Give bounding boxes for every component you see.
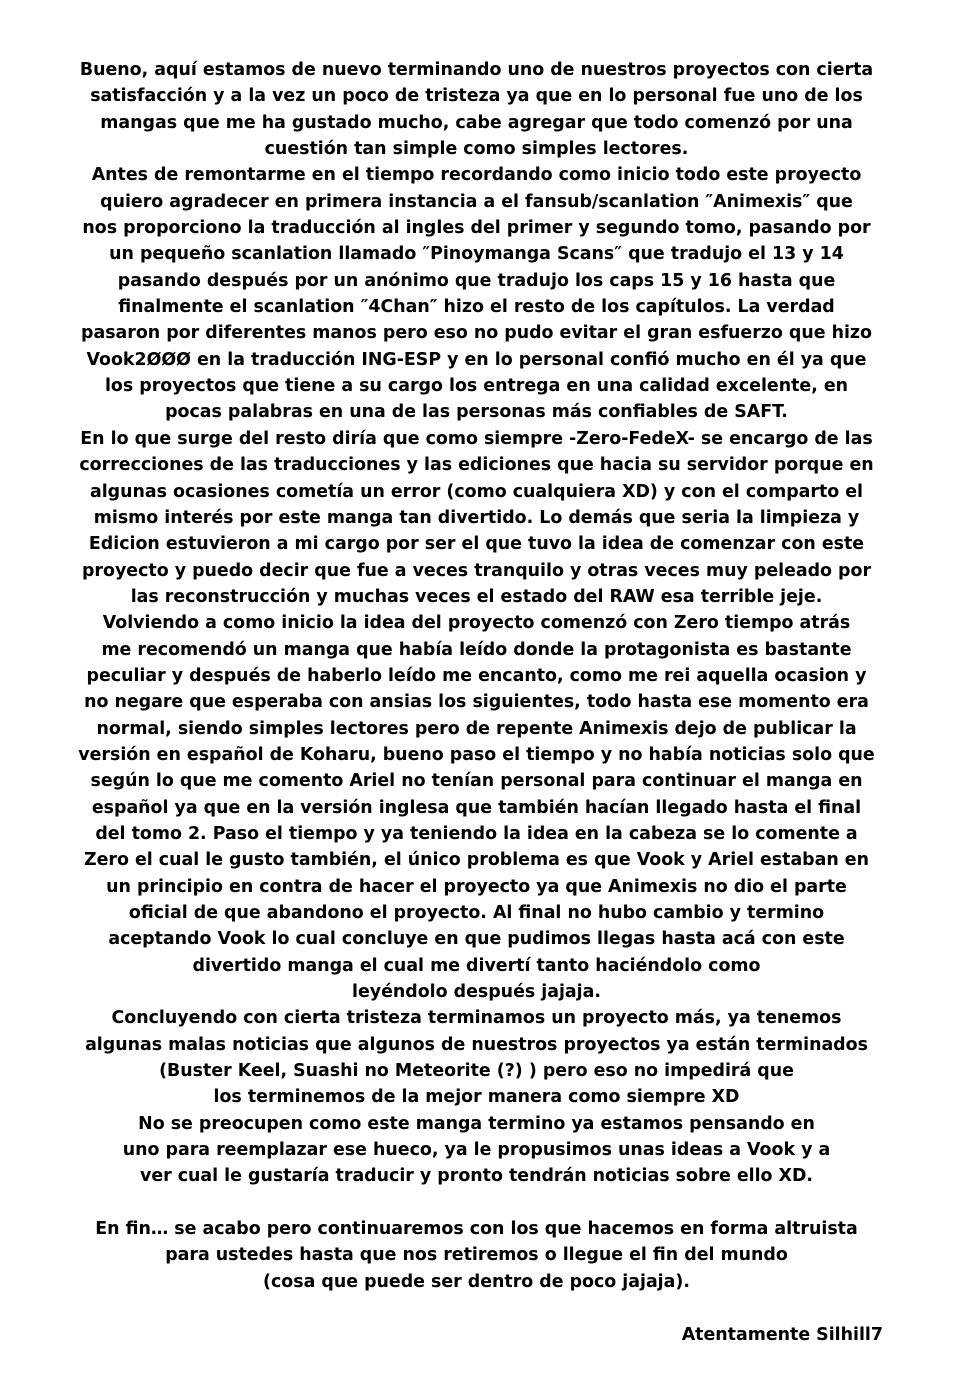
letter-line: los proyectos que tiene a su cargo los entrega en una calidad excelente, en (104, 376, 849, 397)
letter-line: Edicion estuvieron a mi cargo por ser el que tuvo la idea de comenzar con este (88, 534, 865, 555)
letter-line: del tomo 2. Paso el tiempo y ya teniendo la idea en la cabeza se lo comente a (95, 823, 858, 844)
letter-line: un principio en contra de hacer el proyecto ya que Animexis no dio el parte (106, 876, 847, 897)
letter-line: En lo que surge del resto diría que como siempre -Zero-FedeX- se encargo de las (80, 428, 873, 449)
letter-line: (cosa que puede ser dentro de poco jajaja). (263, 1271, 690, 1292)
letter-line: los terminemos de la mejor manera como siempre XD (213, 1087, 740, 1108)
letter-line: uno para reemplazar ese hueco, ya le propusimos unas ideas a Vook y a (122, 1140, 831, 1161)
letter-line: Vook2ØØØ en la traducción ING-ESP y en lo personal confió mucho en él ya que (86, 349, 867, 370)
letter-blank-line (50, 1190, 903, 1216)
letter-line: español ya que en la versión inglesa que también hacían llegado hasta el final (91, 797, 862, 818)
letter-line: nos proporciono la traducción al ingles del primer y segundo tomo, pasando por (82, 218, 871, 239)
signature: Atentamente Silhill7 (681, 1325, 883, 1345)
letter-line: En fin… se acabo pero continuaremos con los que hacemos en forma altruista (95, 1219, 858, 1240)
letter-line: Antes de remontarme en el tiempo recordando como inicio todo este proyecto (91, 165, 862, 186)
letter-line: mangas que me ha gustado mucho, cabe agregar que todo comenzó por una (100, 112, 853, 133)
letter-line: divertido manga el cual me divertí tanto haciéndolo como (192, 955, 761, 976)
letter-line: satisfacción y a la vez un poco de tristeza ya que en lo personal fue uno de los (90, 86, 863, 107)
letter-body (50, 57, 903, 1295)
letter-line: Concluyendo con cierta tristeza terminamos un proyecto más, ya tenemos (111, 1008, 842, 1029)
letter-line: mismo interés por este manga tan divertido. Lo demás que seria la limpieza y (93, 507, 860, 528)
letter-line: normal, siendo simples lectores pero de repente Animexis dejo de publicar la (96, 718, 857, 739)
letter-line: leyéndolo después jajaja. (352, 982, 601, 1003)
letter-line: ver cual le gustaría traducir y pronto tendrán noticias sobre ello XD. (139, 1166, 814, 1187)
letter-line: algunas malas noticias que algunos de nuestros proyectos ya están terminados (85, 1034, 868, 1055)
letter-line: pocas palabras en una de las personas más confiables de SAFT. (165, 402, 788, 423)
letter-line: No se preocupen como este manga termino ya estamos pensando en (138, 1113, 815, 1134)
letter-line: según lo que me comento Ariel no tenían personal para continuar el manga en (90, 771, 863, 792)
letter-line: correcciones de las traducciones y las ediciones que hacia su servidor porque en (79, 455, 874, 476)
letter-line: Volviendo a como inicio la idea del proyecto comenzó con Zero tiempo atrás (102, 613, 851, 634)
letter-line: pasaron por diferentes manos pero eso no pudo evitar el gran esfuerzo que hizo (81, 323, 872, 344)
letter-line: Zero el cual le gusto también, el único problema es que Vook y Ariel estaban en (84, 850, 869, 871)
letter-line: un pequeño scanlation llamado ″Pinoymanga Scans″ que tradujo el 13 y 14 (109, 244, 844, 265)
letter-line: algunas ocasiones cometía un error (como cualquiera XD) y con el comparto el (89, 481, 864, 502)
letter-line: versión en español de Koharu, bueno paso el tiempo y no había noticias solo que (78, 744, 875, 765)
letter-line: cuestión tan simple como simples lectores. (264, 139, 689, 160)
letter-line: no negare que esperaba con ansias los siguientes, todo hasta ese momento era (84, 692, 869, 713)
letter-line: proyecto y puedo decir que fue a veces tranquilo y otras veces muy peleado por (81, 560, 872, 581)
letter-line: me recomendó un manga que había leído donde la protagonista es bastante (101, 639, 852, 660)
letter-line: oficial de que abandono el proyecto. Al final no hubo cambio y termino (128, 903, 825, 923)
letter-line: quiero agradecer en primera instancia a el fansub/scanlation ″Animexis″ que (100, 191, 853, 212)
letter-line: para ustedes hasta que nos retiremos o llegue el fin del mundo (165, 1245, 788, 1266)
letter-line: finalmente el scanlation ″4Chan″ hizo el resto de los capítulos. La verdad (118, 297, 835, 318)
letter-line: Bueno, aquí estamos de nuevo terminando uno de nuestros proyectos con cierta (79, 60, 874, 80)
letter-line: pasando después por un anónimo que tradujo los caps 15 y 16 hasta que (117, 270, 836, 291)
letter-line: peculiar y después de haberlo leído me encanto, como me rei aquella ocasion y (86, 665, 867, 686)
letter-line: aceptando Vook lo cual concluye en que pudimos llegas hasta acá con este (108, 929, 845, 950)
letter-line: (Buster Keel, Suashi no Meteorite (?) ) pero eso no impedirá que (159, 1061, 794, 1082)
letter-line: las reconstrucción y muchas veces el estado del RAW esa terrible jeje. (130, 586, 823, 607)
